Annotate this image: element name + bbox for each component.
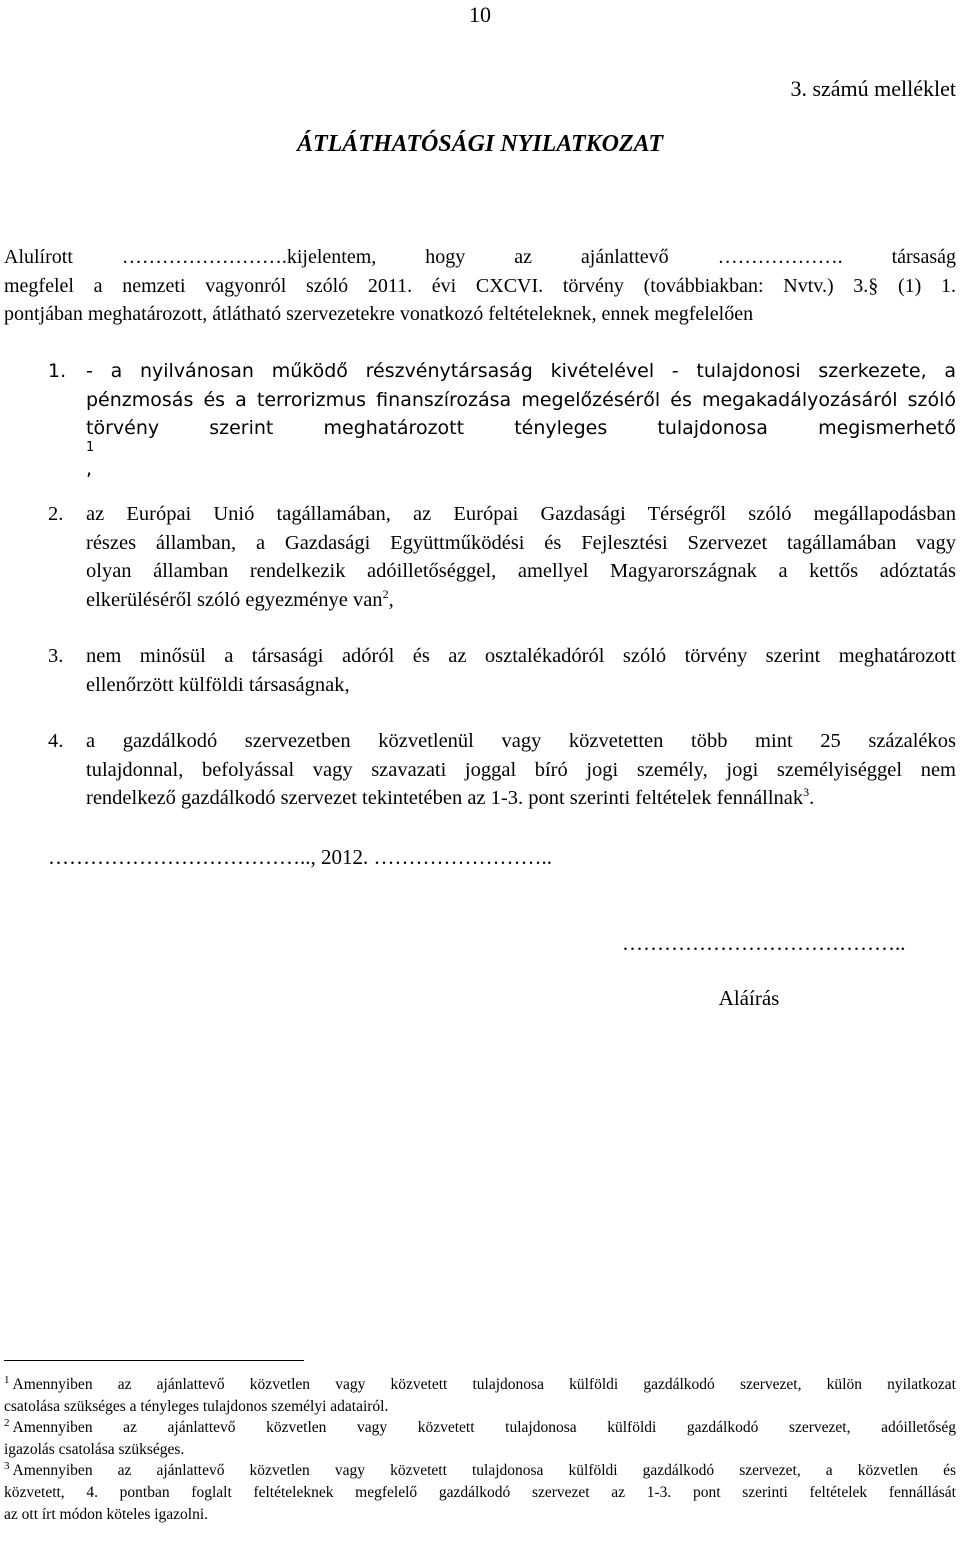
footnote-ref: 3 [803,785,810,800]
footnote-line [4,1374,956,1396]
item-line: az Európai Unió tagállamában, az Európai Gazdasági Térségről szóló megállapodásban [86,503,956,525]
item-line: - a nyilvánosan működő részvénytársaság kivételével - tulajdonosi szerkezete, a [86,360,956,382]
item-tail: , [388,588,394,611]
footnote-line: az ott írt módon köteles igazolni. [4,1505,209,1523]
intro-line: pontjában meghatározott, átlátható szervezetekre vonatkozó feltételeknek, ennek megfelelően [4,303,754,325]
item-line-text: rendelkező gazdálkodó szervezet tekintetében az 1-3. pont szerinti feltételek fennállnak [86,787,804,809]
item-line [86,784,956,813]
footnote-3 [4,1460,956,1525]
footnote-ref: 2 [382,586,389,601]
footnote-2 [4,1417,956,1460]
item-line [86,586,956,615]
intro-line: megfelel a nemzeti vagyonról szóló 2011. évi CXCVI. törvény (továbbiakban: Nvtv.) 3.§ (1) 1. [4,274,956,297]
intro-paragraph [4,243,956,329]
condition-item-1 [48,357,956,483]
item-line: részes államban, a Gazdasági Együttműködési és Fejlesztési Szervezet tagállamában vagy [86,531,956,554]
signature-line: ………………………………….. [622,931,906,955]
item-number: 4. [48,730,64,752]
item-line: pénzmosás és a terrorizmus finanszírozása megelőzéséről és megakadályozásáról szóló [86,388,956,411]
footnote-divider [4,1360,304,1361]
footnote-line: igazolás csatolása szükséges. [4,1440,185,1458]
footnote-line [4,1460,956,1482]
footnote-mark: 3 [4,1460,10,1473]
condition-item-4 [48,727,956,813]
footnote-line: közvetett, 4. pontban foglalt feltételeknek megfelelő gazdálkodó szervezet az 1-3. pont szerinti feltételek fennállását [4,1483,956,1501]
item-line: nem minősül a társasági adóról és az osztalékadóról szóló törvény szerint meghatározott [86,645,956,667]
footnote-mark: 1 [4,1373,10,1386]
footnote-text: Amennyiben az ajánlattevő közvetlen vagy közvetett tulajdonosa külföldi gazdálkodó szervezet, a közvetlen és [12,1462,956,1480]
footnote-1 [4,1374,956,1417]
item-line-text: elkerüléséről szóló egyezménye van [86,588,383,611]
page-number: 10 [469,2,491,27]
item-number: 2. [48,503,64,525]
item-tail: , [86,457,93,480]
item-line: a gazdálkodó szervezetben közvetlenül vagy közvetetten több mint 25 százalékos [86,730,956,752]
annex-label: 3. számú melléklet [790,76,956,101]
item-number: 3. [48,645,64,667]
item-tail: . [809,787,815,809]
footnotes [4,1374,956,1525]
footnote-ref: 1 [86,439,95,455]
footnote-text: Amennyiben az ajánlattevő közvetlen vagy közvetett tulajdonosa külföldi gazdálkodó szervezet, külön nyilatkozat [12,1376,956,1393]
intro-line: Alulírott …………………….kijelentem, hogy az ajánlattevő ………………. társaság [4,246,956,268]
footnote-line: csatolása szükséges a tényleges tulajdonos személyi adatairól. [4,1397,389,1415]
item-line: törvény szerint meghatározott tényleges tulajdonosa megismerhető [86,417,956,439]
footnote-line [4,1417,956,1439]
condition-item-2 [48,500,956,614]
item-line: ellenőrzött külföldi társaságnak, [86,673,350,696]
footnote-text: Amennyiben az ajánlattevő közvetlen vagy közvetett tulajdonosa külföldi gazdálkodó szervezet, adóilletőség [12,1419,956,1437]
item-line: olyan államban rendelkezik adóilletőséggel, amellyel Magyarországnak a kettős adóztatás [86,560,956,582]
item-line: tulajdonnal, befolyással vagy szavazati joggal bíró jogi személy, jogi személyiséggel nem [86,758,956,781]
place-date-line: ……………………………….., 2012. …………………….. [48,845,552,869]
document-title: ÁTLÁTHATÓSÁGI NYILATKOZAT [296,131,664,157]
item-number: 1. [48,360,67,382]
footnote-mark: 2 [4,1417,10,1430]
condition-item-3 [48,642,956,699]
signature-label: Aláírás [718,986,780,1010]
footnote-ref-line [86,441,956,455]
